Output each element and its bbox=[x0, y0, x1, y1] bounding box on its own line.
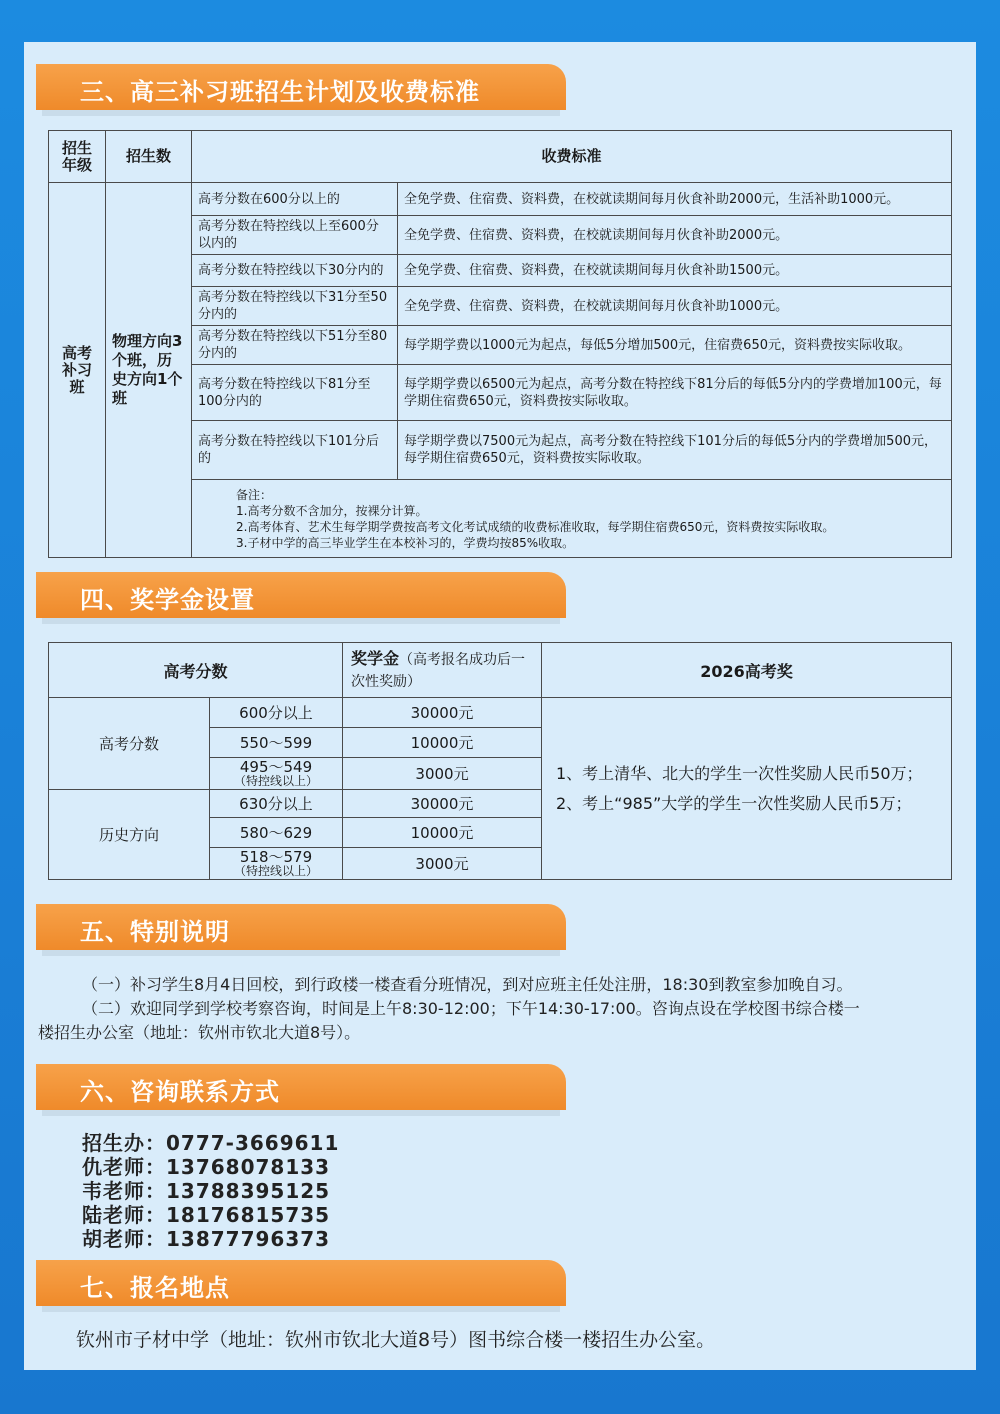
notes-cell bbox=[192, 480, 952, 558]
score-range: 580～629 bbox=[210, 818, 343, 848]
note-line: 3.子材中学的高三毕业学生在本校补习的，学费均按85%收取。 bbox=[236, 535, 575, 550]
fee-cell: 全免学费、住宿费、资料费，在校就读期间每月伙食补助1000元。 bbox=[398, 287, 952, 326]
fee-cell: 每学期学费以1000元为起点，每低5分增加500元，住宿费650元，资料费按实际收取。 bbox=[398, 326, 952, 365]
amount: 30000元 bbox=[343, 698, 542, 728]
cond-cell: 高考分数在特控线以下51分至80分内的 bbox=[192, 326, 398, 365]
note-paragraph-2b: 楼招生办公室（地址：钦州市钦北大道8号）。 bbox=[38, 1023, 361, 1042]
cond-cell: 高考分数在600分以上的 bbox=[192, 183, 398, 216]
amount: 3000元 bbox=[343, 848, 542, 880]
header-count: 招生数 bbox=[106, 131, 192, 183]
award-line: 1、考上清华、北大的学生一次性奖励人民币50万； bbox=[556, 763, 923, 783]
note-paragraph-1: （一）补习学生8月4日回校，到行政楼一楼查看分班情况，到对应班主任处注册，18:30到教室参加晚自习。 bbox=[82, 975, 853, 994]
cond-cell: 高考分数在特控线以下30分内的 bbox=[192, 255, 398, 287]
fee-cell: 全免学费、住宿费、资料费，在校就读期间每月伙食补助1500元。 bbox=[398, 255, 952, 287]
contact-line: 仇老师：13768078133 bbox=[82, 1155, 331, 1179]
section-title: 六、咨询联系方式 bbox=[80, 1078, 280, 1106]
amount: 10000元 bbox=[343, 818, 542, 848]
fee-cell: 全免学费、住宿费、资料费，在校就读期间每月伙食补助2000元。 bbox=[398, 216, 952, 255]
fee-cell: 每学期学费以6500元为起点，高考分数在特控线下81分后的每低5分内的学费增加100元，每学期住宿费650元，资料费按实际收取。 bbox=[398, 365, 952, 421]
section-header-4 bbox=[36, 572, 566, 622]
note-line: 2.高考体育、艺术生每学期学费按高考文化考试成绩的收费标准收取，每学期住宿费650元，资料费按实际收取。 bbox=[236, 519, 835, 534]
header-score: 高考分数 bbox=[49, 643, 343, 698]
header-amount-bold: 奖学金 bbox=[351, 648, 400, 668]
header-fee: 收费标准 bbox=[192, 131, 952, 183]
section-header-5 bbox=[36, 904, 566, 954]
group-name: 历史方向 bbox=[49, 790, 210, 880]
header-grade: 招生年级 bbox=[49, 131, 106, 183]
contact-line: 胡老师：13877796373 bbox=[82, 1227, 331, 1251]
score-range: 600分以上 bbox=[210, 698, 343, 728]
header-amount bbox=[343, 643, 542, 698]
cond-cell: 高考分数在特控线以下101分后的 bbox=[192, 421, 398, 480]
fee-cell: 每学期学费以7500元为起点，高考分数在特控线下101分后的每低5分内的学费增加500元，每学期住宿费650元，资料费按实际收取。 bbox=[398, 421, 952, 480]
score-range: 550～599 bbox=[210, 728, 343, 758]
contact-line: 招生办：0777-3669611 bbox=[82, 1131, 340, 1155]
section-title: 三、高三补习班招生计划及收费标准 bbox=[80, 78, 480, 106]
contact-line: 陆老师：18176815735 bbox=[82, 1203, 331, 1227]
score-range-cell bbox=[210, 758, 343, 790]
score-range: 495～549 bbox=[239, 757, 313, 776]
fee-cell: 全免学费、住宿费、资料费，在校就读期间每月伙食补助2000元，生活补助1000元。 bbox=[398, 183, 952, 216]
score-range: 630分以上 bbox=[210, 790, 343, 818]
header-award: 2026高考奖 bbox=[542, 643, 952, 698]
section-header-3 bbox=[36, 64, 566, 114]
section-header-7 bbox=[36, 1260, 566, 1310]
score-range-note: （特控线以上） bbox=[233, 773, 318, 788]
note-paragraph-2a: （二）欢迎同学到学校考察咨询，时间是上午8:30-12:00；下午14:30-17:00。咨询点设在学校图书综合楼一 bbox=[82, 999, 860, 1018]
awards-cell bbox=[542, 698, 952, 880]
group-name: 高考分数 bbox=[49, 698, 210, 790]
section-title: 七、报名地点 bbox=[80, 1274, 230, 1302]
location-text: 钦州市子材中学（地址：钦州市钦北大道8号）图书综合楼一楼招生办公室。 bbox=[76, 1329, 716, 1351]
score-range-cell bbox=[210, 848, 343, 880]
cond-cell: 高考分数在特控线以下31分至50分内的 bbox=[192, 287, 398, 326]
cond-cell: 高考分数在特控线以上至600分以内的 bbox=[192, 216, 398, 255]
note-line: 备注： bbox=[236, 487, 273, 502]
header-amount-note: （高考报名成功后一次性奖励） bbox=[351, 651, 526, 690]
award-line: 2、考上“985”大学的学生一次性奖励人民币5万； bbox=[556, 793, 912, 813]
note-line: 1.高考分数不含加分，按裸分计算。 bbox=[236, 503, 428, 518]
score-range-note: （特控线以上） bbox=[233, 863, 318, 878]
amount: 30000元 bbox=[343, 790, 542, 818]
amount: 3000元 bbox=[343, 758, 542, 790]
cond-cell: 高考分数在特控线以下81分至100分内的 bbox=[192, 365, 398, 421]
contact-line: 韦老师：13788395125 bbox=[82, 1179, 331, 1203]
count-cell: 物理方向3个班，历史方向1个班 bbox=[106, 183, 192, 558]
fee-table bbox=[48, 130, 952, 558]
scholarship-table bbox=[48, 642, 952, 880]
grade-cell: 高考补习班 bbox=[49, 183, 106, 558]
amount: 10000元 bbox=[343, 728, 542, 758]
section-header-6 bbox=[36, 1064, 566, 1114]
section-title: 四、奖学金设置 bbox=[80, 586, 255, 614]
section-title: 五、特别说明 bbox=[80, 918, 230, 946]
score-range: 518～579 bbox=[239, 847, 313, 866]
